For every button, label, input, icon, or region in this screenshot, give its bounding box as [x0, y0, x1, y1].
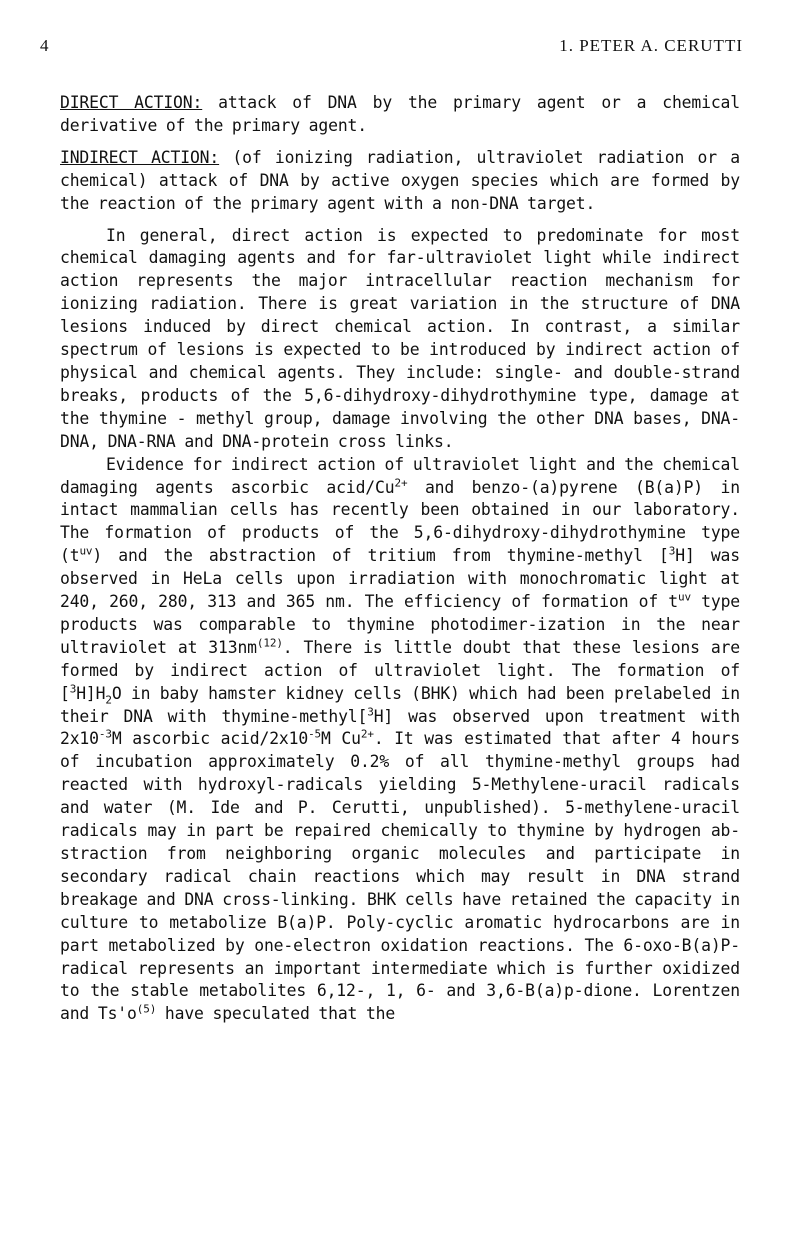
superscript: 3: [668, 544, 676, 558]
text-run: ) and the abstraction of tritium from thymine-methyl [: [92, 546, 669, 566]
page-number: 4: [40, 36, 49, 55]
superscript: 2+: [394, 476, 408, 490]
superscript: 3: [367, 705, 374, 719]
page-header: [40, 36, 761, 64]
text-run: M Cu: [321, 729, 361, 749]
text-run: Evidence for indirect action of ultraviolet light and the chemical damaging agents ascorbic acid/Cu: [60, 454, 740, 497]
reference-5: (5): [136, 1002, 157, 1016]
body-text: [60, 92, 740, 1026]
subscript: 2: [105, 692, 112, 706]
term-indirect-action: INDIRECT ACTION:: [60, 147, 220, 167]
text-run: . There is little doubt that these lesions are formed by indirect action of ultraviolet light. The formation of [: [60, 637, 740, 703]
definition-indirect-action: [60, 147, 740, 216]
superscript: 3: [69, 682, 77, 696]
definition-direct-text: attack of DNA by the primary agent or a chemical derivative of the primary agent.: [60, 93, 740, 135]
text-run: H] was observed in HeLa cells upon irradiation with monochromatic light at 240, 260, 280, 313 and 365 nm. The efficiency of formation of t: [60, 546, 740, 612]
text-run: M ascorbic acid/2x10: [111, 729, 309, 749]
reference-12: (12): [256, 636, 283, 650]
superscript: 2+: [360, 728, 374, 741]
definition-direct-action: [60, 92, 740, 138]
text-run: and benzo-(a)pyrene (B(a)P) in intact mammalian cells has recently been obtained in our laboratory. The formation of products of the 5,6-dihydroxy-dihydrothymine type (t: [60, 477, 740, 566]
text-run: O in baby hamster kidney cells (BHK) which had been prelabeled in their DNA with thymine-methyl[: [60, 683, 740, 726]
text-run: type products was comparable to thymine photodimer-ization in the near ultraviolet at 313nm: [60, 592, 741, 657]
superscript: uv: [677, 590, 691, 604]
paragraph-2: [60, 454, 740, 1027]
running-head: 1. PETER A. CERUTTI: [559, 36, 743, 55]
superscript: -5: [308, 728, 322, 741]
paragraph-1: In general, direct action is expected to predominate for most chemical damaging agents and for far-ultraviolet light while indirect action represents the major intracellular reaction mechanism for ionizing radiation. There is great variation in the structure of DNA lesions induced by direct chemical action. In contrast, a similar spectrum of lesions is expected to be introduced by indirect action of physical and chemical agents. They include: single- and double-strand breaks, products of the 5,6-dihydroxy-dihydrothymine type, damage at the thymine - methyl group, damage involving the other DNA bases, DNA-DNA, DNA-RNA and DNA-protein cross links.: [60, 225, 740, 451]
text-run: have speculated that the: [156, 1004, 396, 1024]
text-run: . It was estimated that after 4 hours of incubation approximately 0.2% of all thymine-methyl groups had reacted with hydroxyl-radicals yielding 5-Methylene-uracil radicals and water (M. Ide and P. Cerutti, unpublished). 5-methylene-uracil radicals may in part be repaired chemically to thymine by hydrogen ab-straction from neighboring organic molecules and participate in secondary radical chain reactions which may result in DNA strand breakage and DNA cross-linking. BHK cells have retained the capacity in culture to metabolize B(a)P. Poly-cyclic aromatic hydrocarbons are in part metabolized by one-electron oxidation reactions. The 6-oxo-B(a)P-radical represents an important intermediate which is further oxidized to the stable metabolites 6,12-, 1, 6- and 3,6-B(a)p-dione. Lorentzen and Ts'o: [60, 729, 740, 1024]
text-run: H]H: [76, 683, 106, 703]
term-direct-action: DIRECT ACTION:: [60, 93, 203, 112]
superscript: -3: [98, 728, 112, 741]
text-run: H] was observed upon treatment with 2x10: [60, 706, 740, 749]
superscript: uv: [79, 544, 93, 558]
definition-indirect-text: (of ionizing radiation, ultraviolet radiation or a chemical) attack of DNA by active oxygen species which are formed by the reaction of the primary agent with a non-DNA target.: [60, 147, 740, 213]
